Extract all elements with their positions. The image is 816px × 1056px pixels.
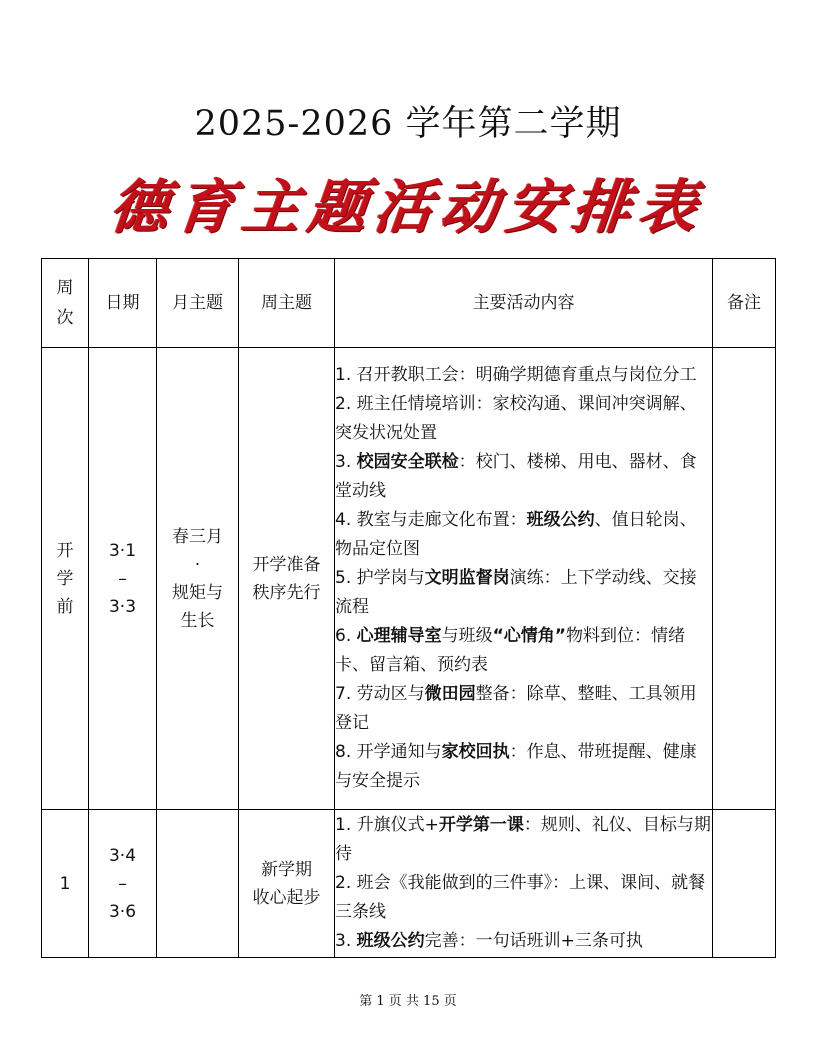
activity-text: 1. 升旗仪式+	[335, 815, 439, 835]
date-cell: 3·1 – 3·3	[89, 348, 157, 810]
week-theme-cell: 开学准备 秩序先行	[239, 348, 335, 810]
activity-text: 物料到位：情绪卡、留言箱、预约表	[335, 626, 685, 675]
activity-text: 2. 班主任情境培训：家校沟通、课间冲突调解、突发状况处置	[335, 394, 697, 443]
activity-text: 整备：除草、整畦、工具领用登记	[335, 684, 697, 733]
activity-text: 完善：一句话班训+三条可执	[424, 931, 643, 951]
table-row	[42, 348, 776, 810]
activity-keyword: 开学第一课	[438, 815, 524, 835]
week-cell: 开 学 前	[42, 348, 89, 810]
header-content: 主要活动内容	[335, 259, 713, 348]
activity-item	[335, 622, 712, 680]
date-cell: 3·4 – 3·6	[89, 810, 157, 958]
header-week: 周 次	[42, 259, 89, 348]
notes-cell	[713, 810, 776, 958]
activity-keyword: 班级公约	[356, 931, 425, 951]
activity-text: 演练：上下学动线、交接流程	[335, 568, 697, 617]
month-theme-cell: 春三月 · 规矩与 生长	[157, 348, 239, 810]
header-month-theme: 月主题	[157, 259, 239, 348]
activity-text: 3.	[335, 931, 357, 951]
banner-heading: 德育主题活动安排表	[106, 173, 709, 241]
activity-item	[335, 390, 712, 448]
table-header-row	[42, 259, 776, 348]
activity-item	[335, 680, 712, 738]
document-title: 2025-2026 学年第二学期	[194, 104, 622, 144]
activity-content-cell	[335, 810, 713, 958]
activity-keyword: 校园安全联检	[356, 452, 459, 472]
table-row	[42, 810, 776, 958]
activity-text: ：校门、楼梯、用电、器材、食堂动线	[335, 452, 697, 501]
activity-text: 8. 开学通知与	[335, 742, 442, 762]
activity-text: 7. 劳动区与	[335, 684, 425, 704]
activity-text: ：作息、带班提醒、健康与安全提示	[335, 742, 697, 791]
activity-item	[335, 738, 712, 796]
activity-text: 1. 召开教职工会：明确学期德育重点与岗位分工	[335, 365, 697, 385]
activity-keyword: 班级公约	[526, 510, 595, 530]
header-notes: 备注	[713, 259, 776, 348]
activity-text: 6.	[335, 626, 357, 646]
activity-text: 5. 护学岗与	[335, 568, 425, 588]
page-footer: 第 1 页 共 15 页	[359, 994, 457, 1009]
activity-item	[335, 811, 712, 869]
activity-text: 2. 班会《我能做到的三件事》：上课、课间、就餐三条线	[335, 873, 706, 922]
header-week-theme: 周主题	[239, 259, 335, 348]
schedule-table	[41, 258, 776, 958]
activity-item	[335, 506, 712, 564]
activity-text: 4. 教室与走廊文化布置：	[335, 510, 527, 530]
notes-cell	[713, 348, 776, 810]
week-cell: 1	[42, 810, 89, 958]
activity-text: 、值日轮岗、物品定位图	[335, 510, 697, 559]
activity-item	[335, 361, 712, 390]
activity-item	[335, 927, 712, 956]
activity-content-cell	[335, 348, 713, 810]
activity-keyword: 心理辅导室	[356, 626, 442, 646]
activity-keyword: 家校回执	[441, 742, 510, 762]
activity-keyword: 微田园	[424, 684, 476, 704]
header-date: 日期	[89, 259, 157, 348]
activity-text: 3.	[335, 452, 357, 472]
activity-item	[335, 564, 712, 622]
activity-item	[335, 448, 712, 506]
activity-keyword: “心情角”	[492, 626, 566, 646]
month-theme-cell	[157, 810, 239, 958]
week-theme-cell: 新学期 收心起步	[239, 810, 335, 958]
activity-item	[335, 869, 712, 927]
activity-text: 与班级	[441, 626, 493, 646]
activity-keyword: 文明监督岗	[424, 568, 510, 588]
activity-text: ：规则、礼仪、目标与期待	[335, 815, 711, 864]
